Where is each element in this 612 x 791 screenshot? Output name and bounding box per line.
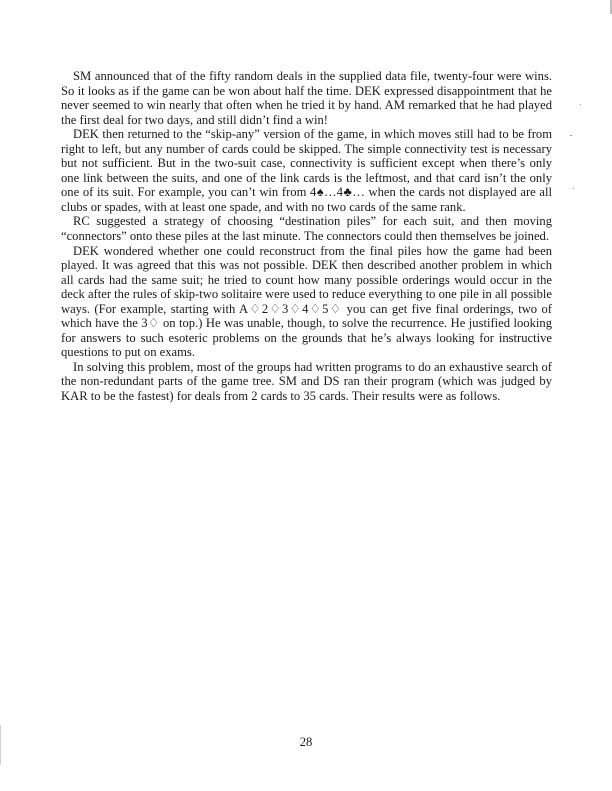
paragraph-destination-piles: RC suggested a strategy of choosing “destination piles” for each suit, and then moving “connectors” onto these piles at the last minute. The connectors could then themselves be joined.: [61, 214, 552, 244]
scan-edge-mark: [0, 725, 1, 765]
document-body: [61, 69, 552, 404]
paragraph-exhaustive-search: In solving this problem, most of the groups had written programs to do an exhaustive search of the non-redundant parts of the game tree. SM and DS ran their program (which was judged by KAR to be the fastest) for deals from 2 cards to 35 cards. Their results were as follows.: [61, 359, 552, 404]
paragraph-win-rate: SM announced that of the fifty random deals in the supplied data file, twenty-four were wins. So it looks as if the game can be won about half the time. DEK expressed disappointment that he never seemed to win nearly that often when he tried it by hand. AM remarked that he had played the first deal for two days, and still didn’t find a win!: [61, 69, 552, 127]
paragraph-skip-any: DEK then returned to the “skip-any” version of the game, in which moves still had to be from right to left, but any number of cards could be skipped. The simple connectivity test is necessary but not sufficient. But in the two-suit case, connectivity is sufficient except when there’s only one link between the suits, and one of the link cards is the leftmost, and that card isn’t the only one of its suit. For example, you can’t win from 4♠…4♣… when the cards not displayed are all clubs or spades, with at least one spade, and with no two cards of the same rank.: [61, 127, 552, 214]
scan-speck: [573, 188, 574, 189]
paragraph-reconstruct-piles: DEK wondered whether one could reconstruct from the final piles how the game had been played. It was agreed that this was not possible. DEK then described another problem in which all cards had the same suit; he tried to count how many possible orderings would occur in the deck after the rules of skip-two solitaire were used to reduce everything to one pile in all possible ways. (For example, starting with A♢2♢3♢4♢5♢ you can get five final orderings, two of which have the 3♢ on top.) He was unable, though, to solve the recurrence. He justified looking for answers to such esoteric problems on the grounds that he’s always looking for instructive questions to put on exams.: [61, 243, 552, 360]
scan-speck: [580, 104, 581, 105]
scan-speck: [570, 135, 572, 136]
page-number: 28: [299, 735, 313, 749]
